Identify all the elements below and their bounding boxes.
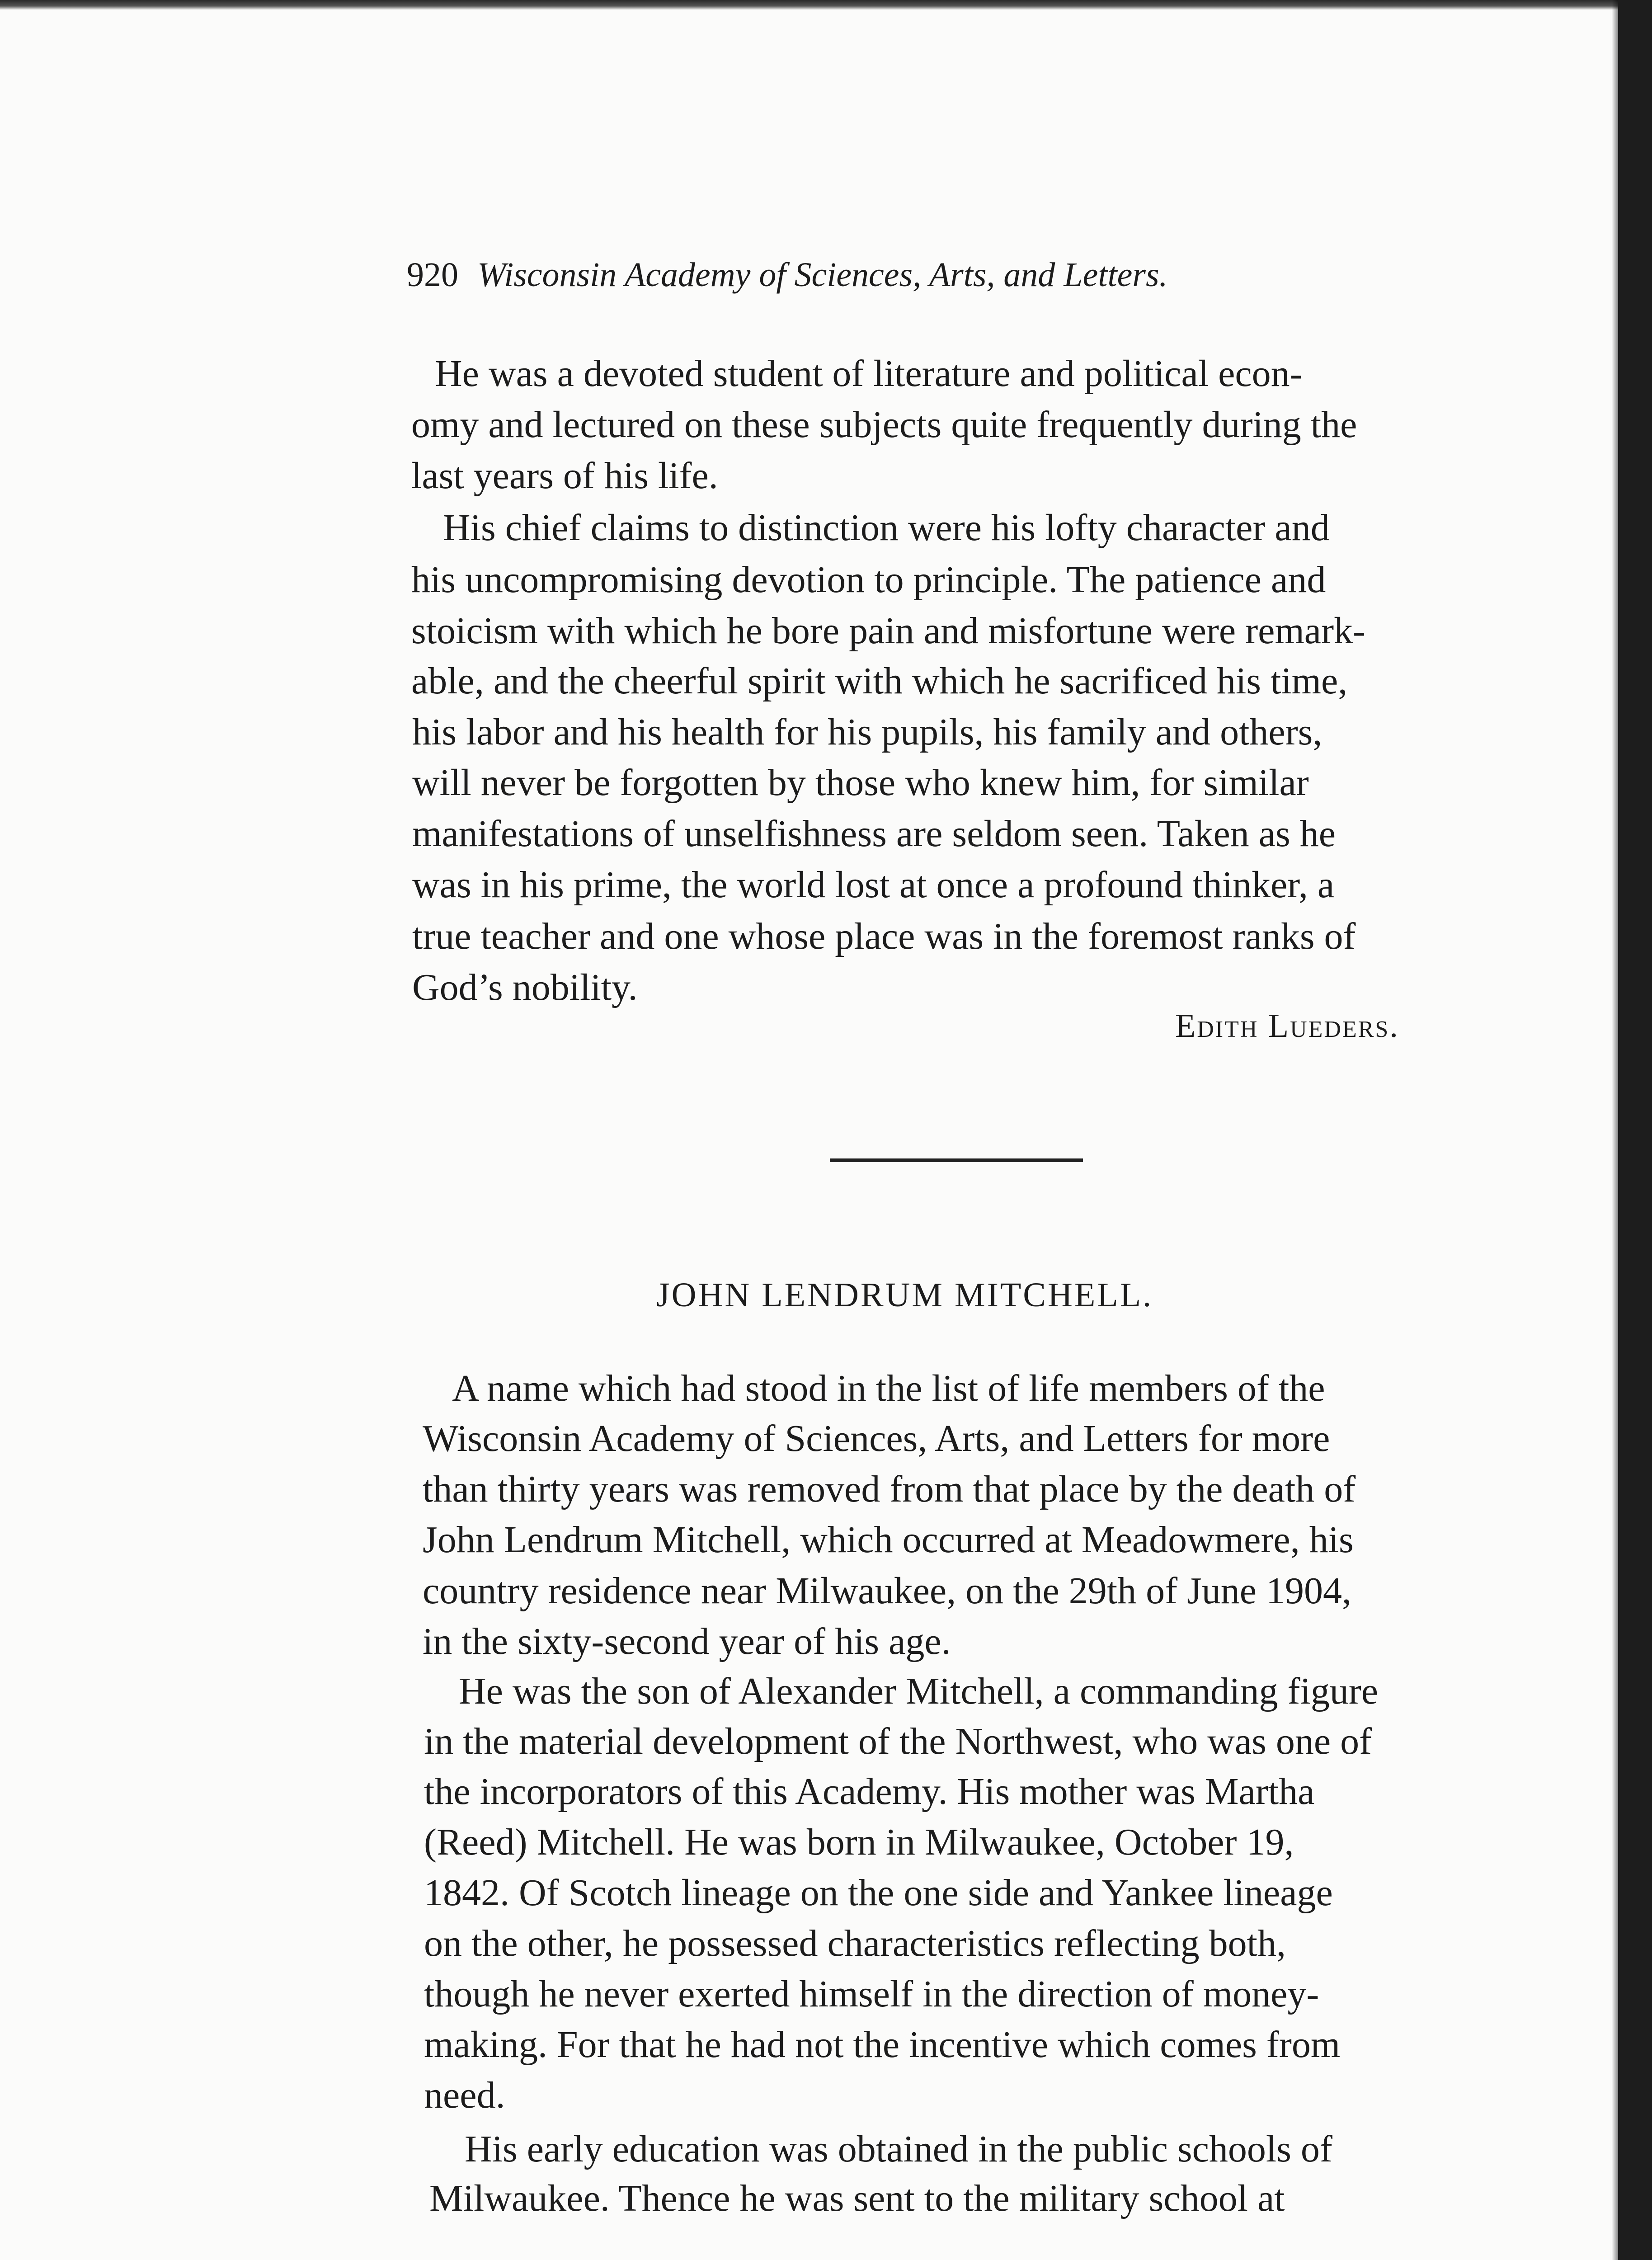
text-line: in the material development of the Northwest, who was one of [424,1720,1372,1762]
running-title: Wisconsin Academy of Sciences, Arts, and Letters. [477,256,1168,294]
text-line: able, and the cheerful spirit with which he sacrificed his time, [411,660,1348,702]
scan-shadow [1612,0,1618,2260]
text-line: country residence near Milwaukee, on the 29th of June 1904, [423,1570,1352,1612]
text-line: omy and lectured on these subjects quite frequently during the [411,404,1357,446]
author-signature: Edith Lueders. [1175,1008,1399,1045]
text-line: on the other, he possessed characteristics reflecting both, [424,1922,1286,1964]
text-line: in the sixty-second year of his age. [423,1620,951,1662]
text-line: He was a devoted student of literature and political econ- [435,353,1303,395]
text-line: though he never exerted himself in the direction of money- [424,1973,1319,2015]
page-number: 920 [407,256,458,294]
text-line: stoicism with which he bore pain and misfortune were remark- [411,610,1366,652]
scan-top-edge [0,0,1652,10]
text-line: His chief claims to distinction were his lofty character and [443,507,1330,549]
text-line: (Reed) Mitchell. He was born in Milwaukee, October 19, [424,1821,1294,1863]
text-line: God’s nobility. [412,966,638,1008]
text-line: was in his prime, the world lost at once a profound thinker, a [412,864,1335,906]
text-line: 1842. Of Scotch lineage on the one side and Yankee lineage [424,1872,1333,1914]
text-line: will never be forgotten by those who knew him, for similar [412,762,1309,804]
section-title: JOHN LENDRUM MITCHELL. [656,1276,1153,1314]
text-line: making. For that he had not the incentive which comes from [424,2024,1341,2066]
text-line: A name which had stood in the list of life members of the [452,1367,1325,1409]
text-line: last years of his life. [411,455,718,497]
text-line: true teacher and one whose place was in the foremost ranks of [412,915,1356,957]
text-line: need. [424,2074,505,2116]
text-line: his uncompromising devotion to principle. The patience and [411,559,1326,601]
text-line: He was the son of Alexander Mitchell, a commanding figure [459,1670,1379,1712]
running-header [407,258,1168,292]
section-divider [830,1158,1083,1162]
text-line: than thirty years was removed from that place by the death of [423,1468,1356,1510]
text-line: manifestations of unselfishness are seldom seen. Taken as he [412,813,1336,855]
text-line: Wisconsin Academy of Sciences, Arts, and Letters for more [423,1417,1330,1460]
text-line: the incorporators of this Academy. His mother was Martha [424,1770,1315,1813]
text-line: John Lendrum Mitchell, which occurred at Meadowmere, his [423,1519,1354,1561]
scan-right-border [1618,0,1652,2260]
text-line: Milwaukee. Thence he was sent to the military school at [429,2177,1285,2219]
text-line: his labor and his health for his pupils, his family and others, [412,711,1323,753]
text-line: His early education was obtained in the public schools of [465,2128,1332,2170]
